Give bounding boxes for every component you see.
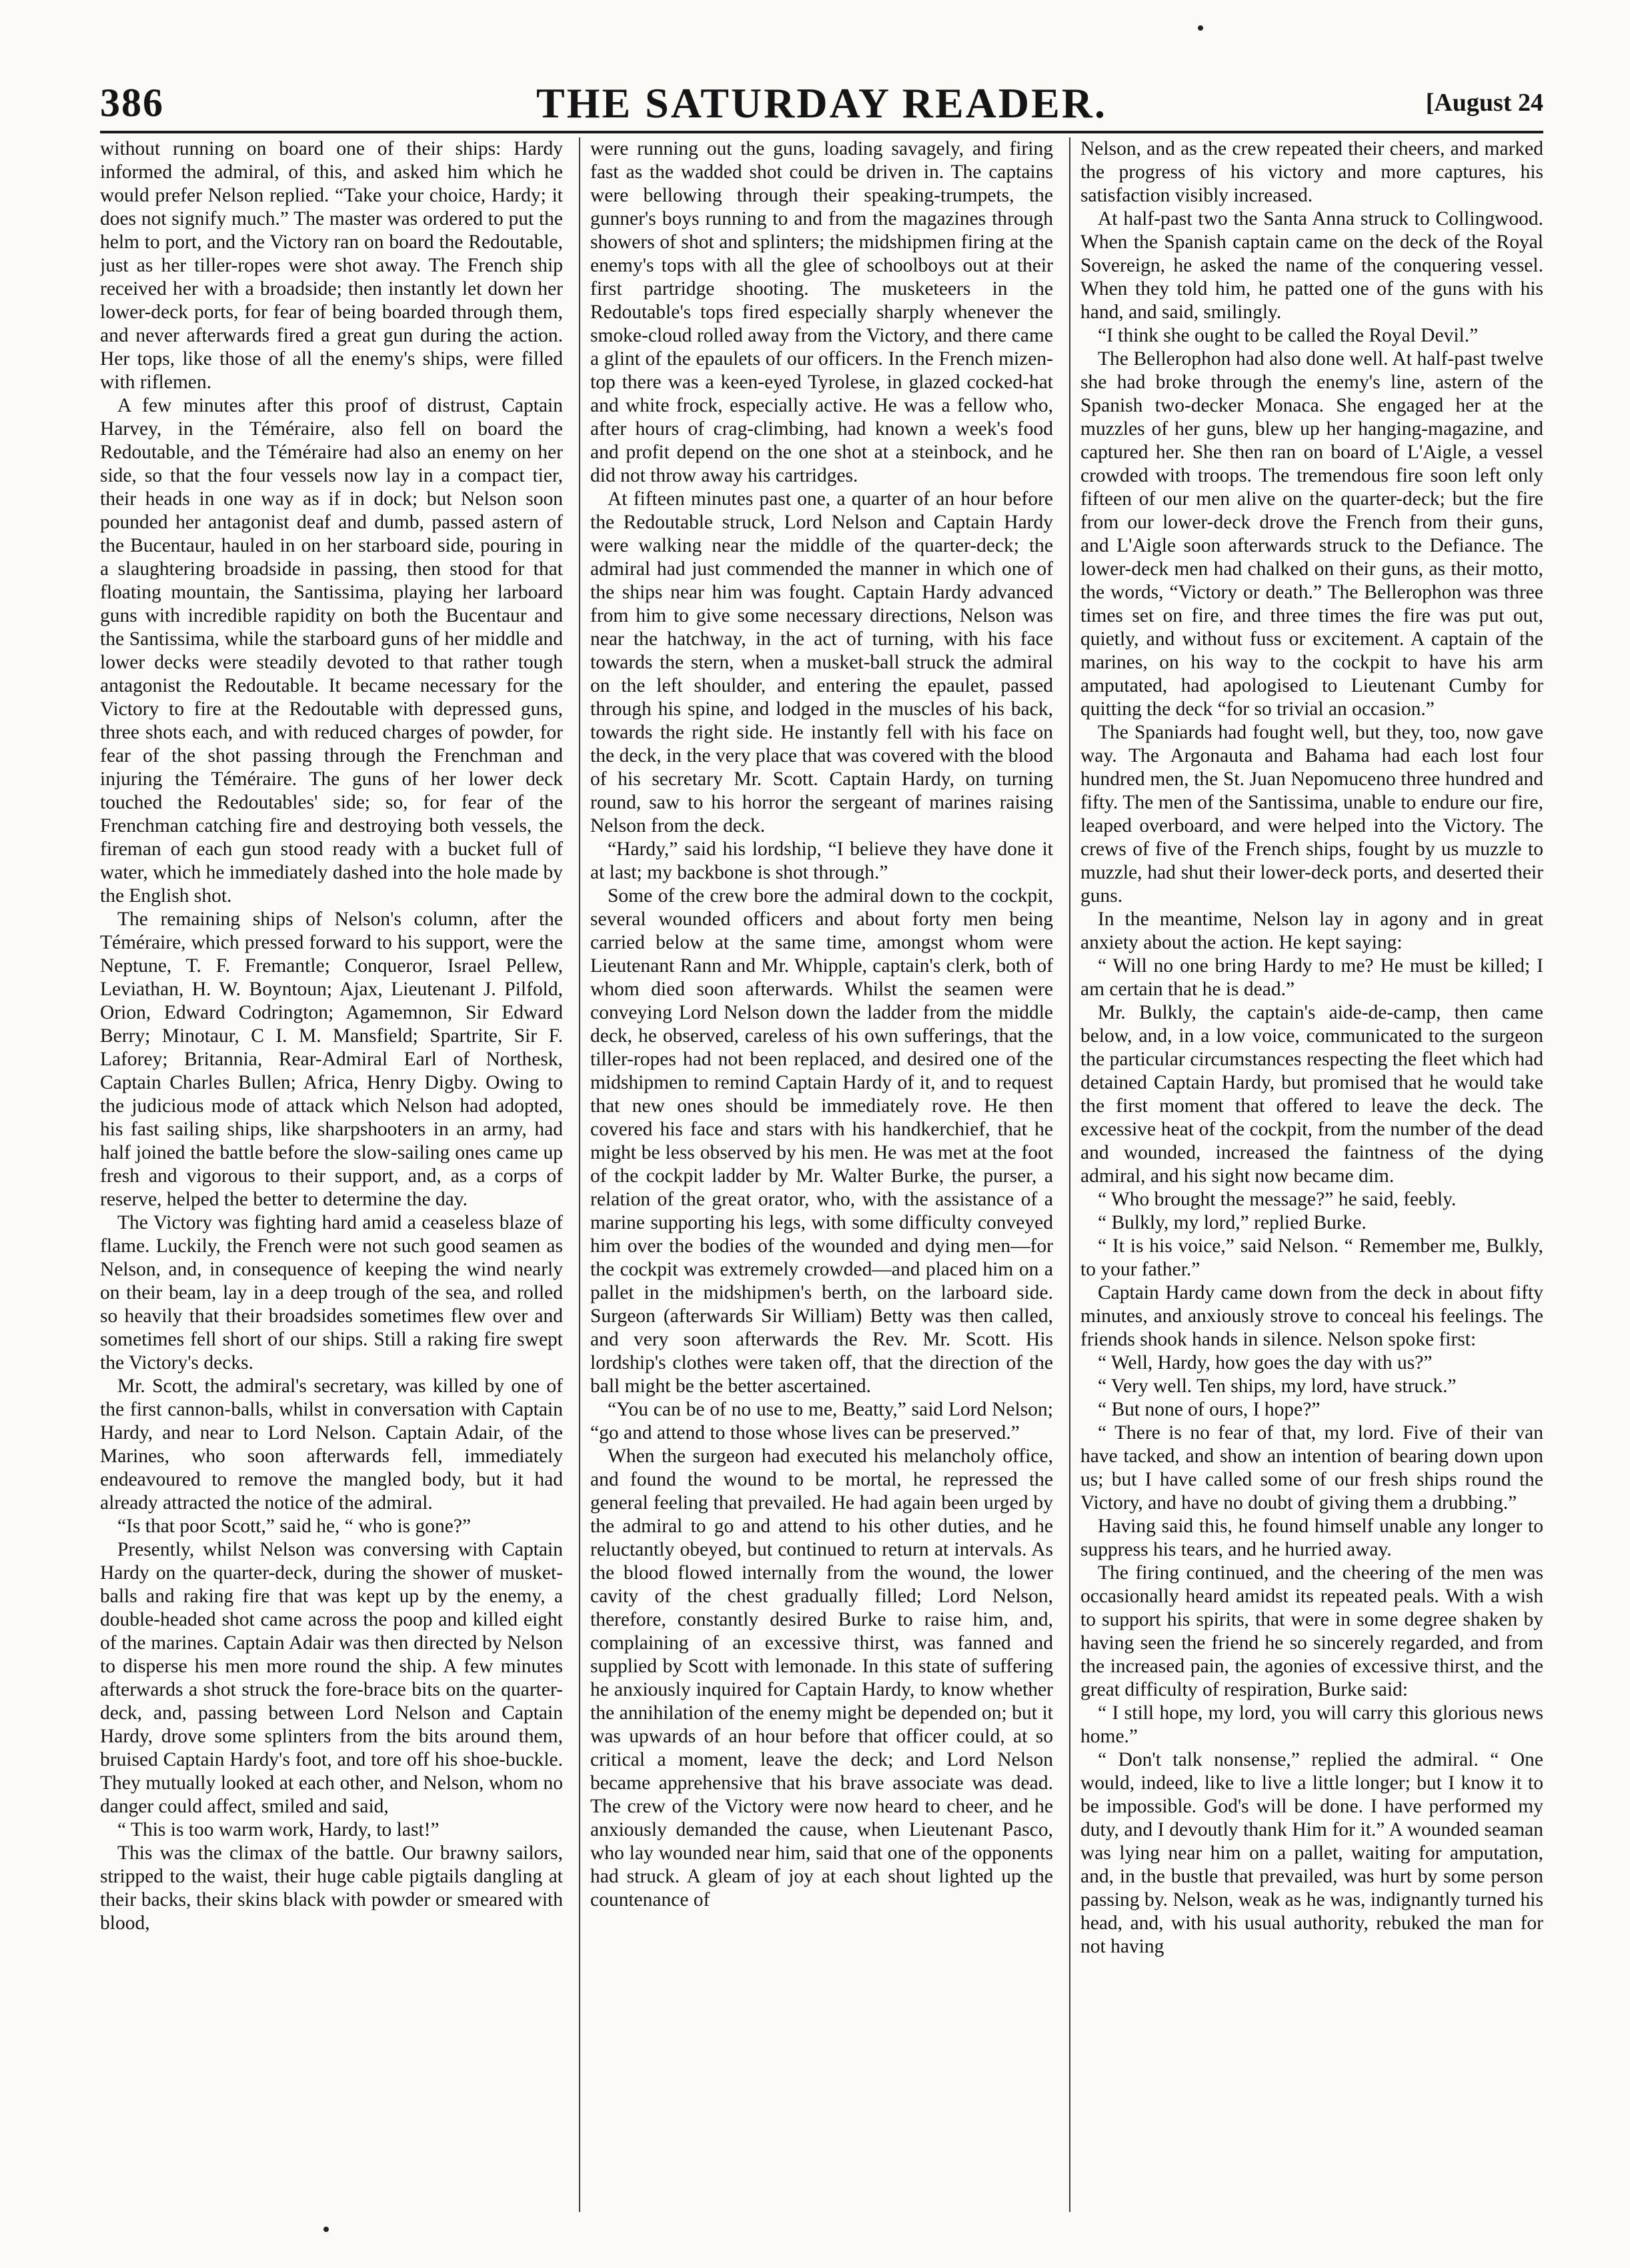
issue-date: [August 24 xyxy=(1425,89,1543,117)
paragraph: were running out the guns, loading savagely, and firing fast as the wadded shot could be driven in. The captains were bellowing through their speaking-trumpets, the gunner's boys running to and from the magazines through showers of shot and splinters; the midshipmen firing at the enemy's tops with all the glee of schoolboys out at their first partridge shooting. The musketeers in the Redoutable's tops fired especially sharply whenever the smoke-cloud rolled away from the Victory, and there came a glint of the epaulets of our officers. In the French mizen-top there was a keen-eyed Tyrolese, in glazed cocked-hat and white frock, especially active. He was a fellow who, after hours of crag-climbing, had known a week's food and profit depend on the one shot at a steinbock, and he did not throw away his cartridges. xyxy=(590,138,1053,486)
paragraph: At half-past two the Santa Anna struck to Collingwood. When the Spanish captain came on the deck of the Royal Sovereign, he asked the name of the conquering vessel. When they told him, he patted one of the guns with his hand, and said, smilingly. xyxy=(1080,208,1543,323)
paragraph: The Victory was fighting hard amid a ceaseless blaze of flame. Luckily, the French were not such good seamen as Nelson, and, in consequence of keeping the wind nearly on their beam, lay in a deep trough of the sea, and rolled so heavily that their broadsides sometimes flew over and sometimes fell short of our ships. Still a raking fire swept the Victory's decks. xyxy=(100,1212,563,1373)
column-2 xyxy=(590,137,1053,2212)
paragraph: “ Who brought the message?” he said, feebly. xyxy=(1098,1189,1457,1210)
column-3 xyxy=(1080,137,1543,2212)
paragraph: The Bellerophon had also done well. At half-past twelve she had broke through the enemy's line, astern of the Spanish two-decker Monaca. She engaged her at the muzzles of her guns, blew up her hanging-magazine, and captured her. She then ran on board of L'Aigle, a vessel crowded with troops. The tremendous fire soon left only fifteen of our men alive on the quarter-deck; but the fire from our lower-deck drove the French from their guns, and L'Aigle soon afterwards struck to the Defiance. The lower-deck men had chalked on their guns, as their motto, the words, “Victory or death.” The Bellerophon was three times set on fire, and three times the fire was put out, quietly, and without fuss or excitement. A captain of the marines, on his way to the cockpit to have his arm amputated, had apologised to Lieutenant Cumby for quitting the deck “for so trivial an occasion.” xyxy=(1080,348,1543,720)
paragraph: Nelson, and as the crew repeated their cheers, and marked the progress of his victory and more captures, his satisfaction visibly increased. xyxy=(1080,138,1543,206)
paragraph: “ There is no fear of that, my lord. Five of their van have tacked, and show an intention of bearing down upon us; but I have called some of our fresh ships round the Victory, and have no doubt of giving them a drubbing.” xyxy=(1080,1422,1543,1514)
ink-speck xyxy=(1198,25,1203,31)
masthead xyxy=(100,80,1543,133)
paragraph: “Hardy,” said his lordship, “I believe they have done it at last; my backbone is shot through.” xyxy=(590,838,1053,883)
article-body xyxy=(100,137,1543,2212)
paragraph: “Is that poor Scott,” said he, “ who is gone?” xyxy=(117,1516,472,1537)
paragraph: Mr. Bulkly, the captain's aide-de-camp, then came below, and, in a low voice, communicated to the surgeon the particular circumstances respecting the fleet which had detained Captain Hardy, but promised that he would take the first moment that offered to leave the deck. The excessive heat of the cockpit, from the number of the dead and wounded, increased the faintness of the dying admiral, and his sight now became dim. xyxy=(1080,1002,1543,1187)
paragraph: “ Don't talk nonsense,” replied the admiral. “ One would, indeed, like to live a little longer; but I know it to be impossible. God's will be done. I have performed my duty, and I devoutly thank Him for it.” A wounded seaman was lying near him on a pallet, waiting for amputation, and, in the bustle that prevailed, was hurt by some person passing by. Nelson, weak as he was, indignantly turned his head, and, with his usual authority, rebuked the man for not having xyxy=(1080,1749,1543,1957)
paragraph: Having said this, he found himself unable any longer to suppress his tears, and he hurried away. xyxy=(1080,1516,1543,1560)
paragraph: The Spaniards had fought well, but they, too, now gave way. The Argonauta and Bahama had each lost four hundred men, the St. Juan Nepomuceno three hundred and fifty. The men of the Santissima, unable to endure our fire, leaped overboard, and were helped into the Victory. The crews of five of the French ships, fought by us muzzle to muzzle, had shut their lower-deck ports, and deserted their guns. xyxy=(1080,722,1543,907)
paragraph: Mr. Scott, the admiral's secretary, was killed by one of the first cannon-balls, whilst in conversation with Captain Hardy, and near to Lord Nelson. Captain Adair, of the Marines, who soon afterwards fell, immediately endeavoured to remove the mangled body, but it had already attracted the notice of the admiral. xyxy=(100,1375,563,1514)
paragraph: “ I still hope, my lord, you will carry this glorious news home.” xyxy=(1080,1702,1543,1747)
paragraph: “ Very well. Ten ships, my lord, have struck.” xyxy=(1098,1375,1457,1397)
paragraph: Captain Hardy came down from the deck in about fifty minutes, and anxiously strove to conceal his feelings. The friends shook hands in silence. Nelson spoke first: xyxy=(1080,1282,1543,1350)
paragraph: In the meantime, Nelson lay in agony and in great anxiety about the action. He kept saying: xyxy=(1080,909,1543,953)
column-1 xyxy=(100,137,563,2212)
publication-title: THE SATURDAY READER. xyxy=(536,79,1107,127)
paragraph: “ It is his voice,” said Nelson. “ Remember me, Bulkly, to your father.” xyxy=(1080,1235,1543,1280)
paragraph: At fifteen minutes past one, a quarter of an hour before the Redoutable struck, Lord Nelson and Captain Hardy were walking near the middle of the quarter-deck; the admiral had just commended the manner in which one of the ships near him was fought. Captain Hardy advanced from him to give some necessary directions, Nelson was near the hatchway, in the act of turning, with his face towards the stern, when a musket-ball struck the admiral on the left shoulder, and entering the epaulet, passed through his spine, and lodged in the muscles of his back, towards the right side. He instantly fell with his face on the deck, in the very place that was covered with the blood of his secretary Mr. Scott. Captain Hardy, on turning round, saw to his horror the sergeant of marines raising Nelson from the deck. xyxy=(590,488,1053,836)
paragraph: This was the climax of the battle. Our brawny sailors, stripped to the waist, their huge cable pigtails dangling at their backs, their skins black with powder or smeared with blood, xyxy=(100,1842,563,1934)
paragraph: The firing continued, and the cheering of the men was occasionally heard amidst its repeated peals. With a wish to support his spirits, that were in some degree shaken by having seen the friend he so sincerely regarded, and from the increased pain, the agonies of excessive thirst, and the great difficulty of respiration, Burke said: xyxy=(1080,1562,1543,1700)
paragraph: Presently, whilst Nelson was conversing with Captain Hardy on the quarter-deck, during the shower of musket-balls and raking fire that was kept up by the enemy, a double-headed shot came across the poop and killed eight of the marines. Captain Adair was then directed by Nelson to disperse his men more round the ship. A few minutes afterwards a shot struck the fore-brace bits on the quarter-deck, and, passing between Lord Nelson and Captain Hardy, drove some splinters from the bits around them, bruised Captain Hardy's foot, and tore off his shoe-buckle. They mutually looked at each other, and Nelson, whom no danger could affect, smiled and said, xyxy=(100,1539,563,1817)
paragraph: “You can be of no use to me, Beatty,” said Lord Nelson; “go and attend to those whose lives can be preserved.” xyxy=(590,1399,1053,1444)
page-number: 386 xyxy=(100,81,164,125)
paragraph: The remaining ships of Nelson's column, after the Téméraire, which pressed forward to his support, were the Neptune, T. F. Fremantle; Conqueror, Israel Pellew, Leviathan, H. W. Boyntoun; Ajax, Lieutenant J. Pilfold, Orion, Edward Codrington; Agamemnon, Sir Edward Berry; Minotaur, C I. M. Mansfield; Spartrite, Sir F. Laforey; Britannia, Rear-Admiral Earl of Northesk, Captain Charles Bullen; Africa, Henry Digby. Owing to the judicious mode of attack which Nelson had adopted, his fast sailing ships, like sharpshooters in an army, had half joined the battle before the slow-sailing ones came up fresh and vigorous to their support, and, as a corps of reserve, helped the better to determine the day. xyxy=(100,909,563,1210)
paragraph: “ Bulkly, my lord,” replied Burke. xyxy=(1098,1212,1367,1233)
paragraph: without running on board one of their ships: Hardy informed the admiral, of this, and asked him which he would prefer Nelson replied. “Take your choice, Hardy; it does not signify much.” The master was ordered to put the helm to port, and the Victory ran on board the Redoutable, just as her tiller-ropes were shot away. The French ship received her with a broadside; then instantly let down her lower-deck ports, for fear of being boarded through them, and never afterwards fired a great gun during the action. Her tops, like those of all the enemy's ships, were filled with riflemen. xyxy=(100,138,563,393)
paragraph: When the surgeon had executed his melancholy office, and found the wound to be mortal, he repressed the general feeling that prevailed. He had again been urged by the admiral to go and attend to his other duties, and he reluctantly obeyed, but continued to return at intervals. As the blood flowed internally from the wound, the lower cavity of the chest gradually filled; Lord Nelson, therefore, constantly desired Burke to raise him, and, complaining of an excessive thirst, was fanned and supplied by Scott with lemonade. In this state of suffering he anxiously inquired for Captain Hardy, to know whether the annihilation of the enemy might be depended on; but it was upwards of an hour before that officer could, at so critical a moment, leave the deck; and Lord Nelson became apprehensive that his brave associate was dead. The crew of the Victory were now heard to cheer, and he anxiously demanded the cause, when Lieutenant Pasco, who lay wounded near him, said that one of the opponents had struck. A gleam of joy at each shout lighted up the countenance of xyxy=(590,1446,1053,1910)
header-rule xyxy=(100,131,1543,133)
paragraph: “I think she ought to be called the Royal Devil.” xyxy=(1098,325,1479,346)
paragraph: “ Will no one bring Hardy to me? He must be killed; I am certain that he is dead.” xyxy=(1080,955,1543,1000)
paragraph: “ This is too warm work, Hardy, to last!” xyxy=(117,1819,440,1840)
paragraph: A few minutes after this proof of distrust, Captain Harvey, in the Téméraire, also fell on board the Redoutable, and the Téméraire had also an enemy on her side, so that the four vessels now lay in a compact tier, their heads in one way as if in dock; but Nelson soon pounded her antagonist deaf and dumb, passed astern of the Bucentaur, hauled in on her starboard side, pouring in a slaughtering broadside in passing, then stood for that floating mountain, the Santissima, playing her larboard guns with incredible rapidity on both the Bucentaur and the Santissima, while the starboard guns of her middle and lower decks were steadily devoted to that rather tough antagonist the Redoutable. It became necessary for the Victory to fire at the Redoutable with depressed guns, three shots each, and with reduced charges of powder, for fear of the shot passing through the Frenchman and injuring the Téméraire. The guns of her lower deck touched the Redoutables' side; so, for fear of the Frenchman catching fire and destroying both vessels, the fireman of each gun stood ready with a bucket full of water, which he immediately dashed into the hole made by the English shot. xyxy=(100,395,563,907)
paragraph: “ But none of ours, I hope?” xyxy=(1098,1399,1321,1420)
paragraph: “ Well, Hardy, how goes the day with us?” xyxy=(1098,1352,1433,1373)
ink-speck xyxy=(323,2227,329,2232)
paragraph: Some of the crew bore the admiral down to the cockpit, several wounded officers and about forty men being carried below at the same time, amongst whom were Lieutenant Rann and Mr. Whipple, captain's clerk, both of whom died soon afterwards. Whilst the seamen were conveying Lord Nelson down the ladder from the middle deck, he observed, careless of his own sufferings, that the tiller-ropes had not been replaced, and desired one of the midshipmen to remind Captain Hardy of it, and to request that new ones should be immediately rove. He then covered his face and stars with his handkerchief, that he might be less observed by his men. He was met at the foot of the cockpit ladder by Mr. Walter Burke, the purser, a relation of the great orator, who, with the assistance of a marine supporting his legs, with some difficulty conveyed him over the bodies of the wounded and dying men—for the cockpit was extremely crowded—and placed him on a pallet in the midshipmen's berth, on the larboard side. Surgeon (afterwards Sir William) Betty was then called, and very soon afterwards the Rev. Mr. Scott. His lordship's clothes were taken off, that the direction of the ball might be the better ascertained. xyxy=(590,885,1053,1397)
